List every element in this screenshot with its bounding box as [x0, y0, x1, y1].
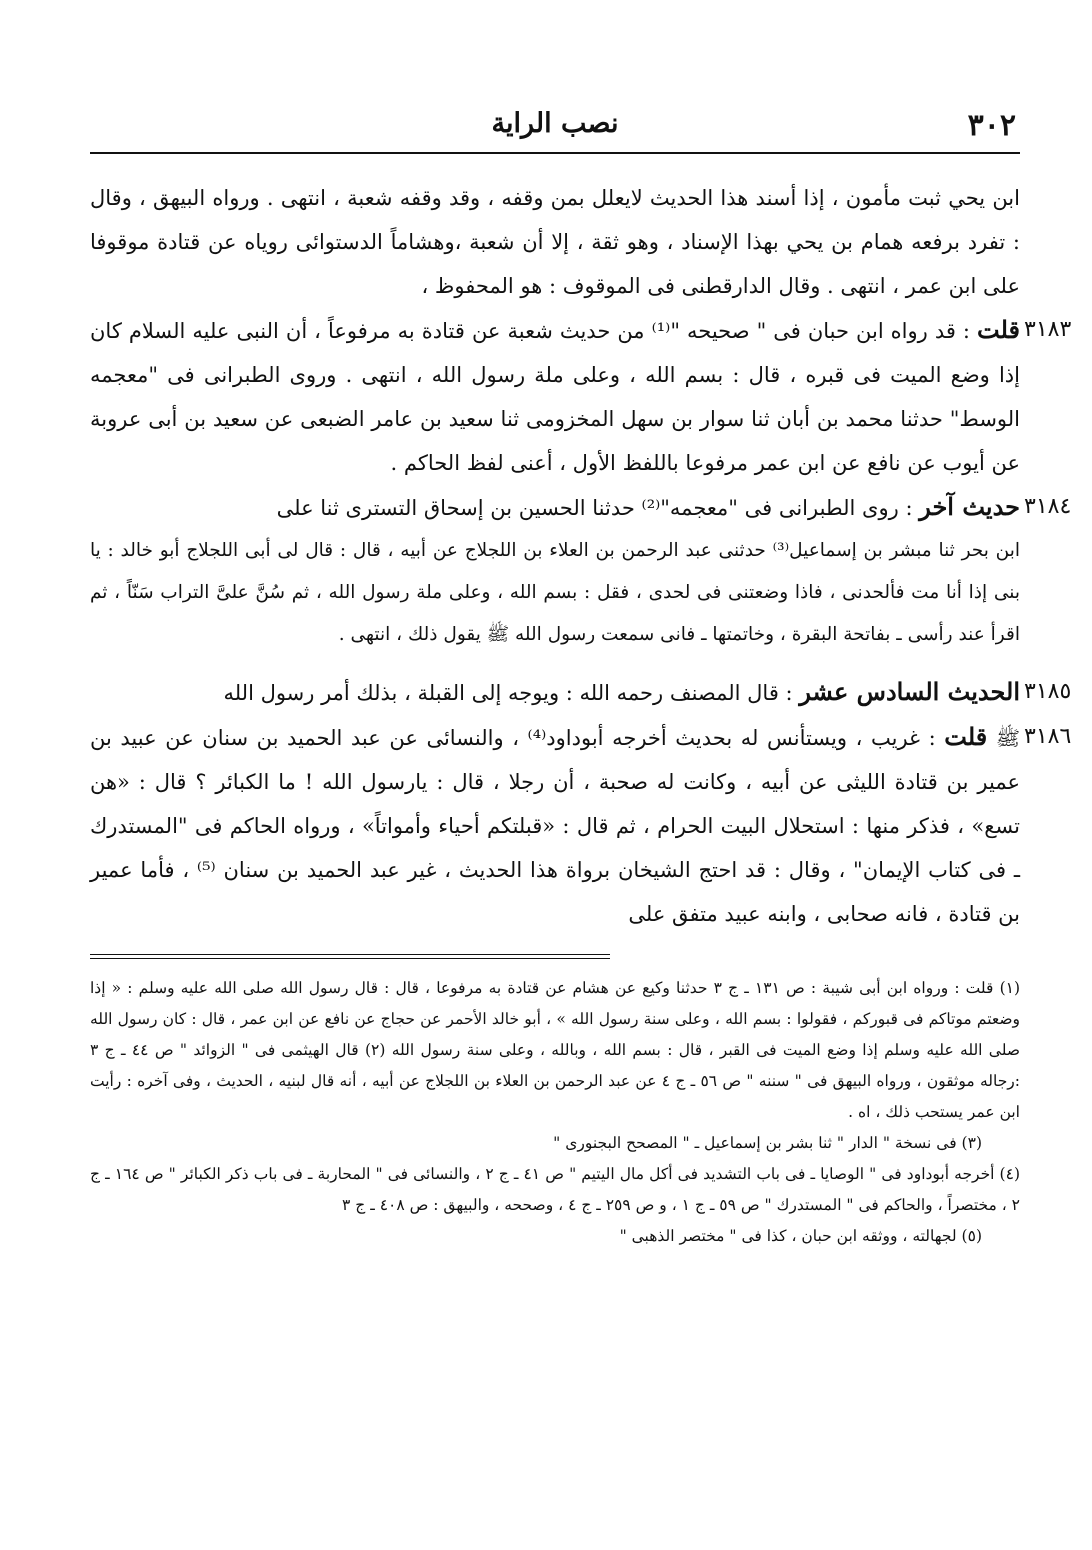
- hadith-text: : قد رواه ابن حبان فى " صحيحه "⁽¹⁾ من حديث شعبة عن قتادة به مرفوعاً ، أن النبى عليه السلام كان إذا وضع الميت فى قبره ، قال : بسم الله ، وعلى ملة رسول الله ، انتهى . وروى الطبرانى فى "معجمه الوسط" حدثنا محمد بن أبان ثنا سوار بن سهل المخزومى ثنا سعيد بن عامر الضبعى عن سعيد بن أبى عروبة عن أيوب عن نافع عن ابن عمر مرفوعا باللفظ الأول ، أعنى لفظ الحاكم .: [90, 319, 1020, 475]
- salawat-icon: ﷺ: [995, 726, 1020, 750]
- hadith-text: : قال المصنف رحمه الله : ويوجه إلى القبلة ، بذلك أمر رسول الله: [223, 681, 793, 705]
- main-text: [90, 176, 1072, 936]
- qultu-lead: قلت: [977, 315, 1020, 344]
- qultu-lead: قلت: [944, 722, 988, 751]
- hadith-3186: [90, 715, 1072, 936]
- hadith-number: ٣١٨٦: [1024, 724, 1072, 749]
- paragraph-continuation: ابن يحي ثبت مأمون ، إذا أسند هذا الحديث لايعلل بمن وقفه ، وقد وقفه شعبة ، انتهى . ورواه البيهق ، وقال : تفرد برفعه همام بن يحي بهذا الإسناد ، وهو ثقة ، إلا أن شعبة ،وهشاماً الدستوائى روياه عن قتادة موقوفا على ابن عمر ، انتهى . وقال الدارقطنى فى الموقوف : هو المحفوظ ،: [90, 186, 1020, 298]
- hadith-3184-continuation: ابن بحر ثنا مبشر بن إسماعيل⁽³⁾ حدثنى عبد الرحمن بن العلاء بن اللجلاج عن أبيه ، قال : قال لى أبى اللجلاج أبو خالد : يا بنى إذا أنا مت فألحدنى ، فاذا وضعتنى فى لحدى ، فقل : بسم الله ، وعلى ملة رسول الله ، ثم سُنَّ علىَّ التراب سَنّاً ، ثم اقرأ عند رأسى ـ بفاتحة البقرة ، وخاتمتها ـ فانى سمعت رسول الله ﷺ يقول ذلك ، انتهى .: [90, 540, 1021, 645]
- page-number: ٣٠٢: [967, 108, 1016, 143]
- hadith-number: ٣١٨٥: [1024, 679, 1072, 704]
- footnote-4: (٤) أخرجه أبوداود فى " الوصايا ـ فى باب التشديد فى أكل مال اليتيم " ص ٤١ ـ ج ٢ ، والنسائى فى " المحاربة ـ فى باب ذكر الكبائر " ص ١٦٤ ـ ج ٢ ، مختصراً ، والحاكم فى " المستدرك " ص ٥٩ ـ ج ١ ، و ص ٢٥٩ ـ ج ٤ ، وصححه ، والبيهق : ص ٤٠٨ ـ ج ٣: [90, 1165, 1020, 1214]
- page-header: [90, 100, 1020, 154]
- footnote-divider: [90, 954, 610, 959]
- hadith-text: : روى الطبرانى فى "معجمه"⁽²⁾ حدثنا الحسين بن إسحاق التسترى ثنا على: [276, 496, 913, 520]
- footnote-3: (٣) فى نسخة " الدار " ثنا بشر بن إسماعيل ـ " المصحح البجنورى ": [553, 1134, 982, 1152]
- spacer: [90, 656, 1020, 670]
- hadith-text: : غريب ، ويستأنس له بحديث أخرجه أبوداود⁽⁴⁾ ، والنسائى عن عبد الحميد بن سنان عن عبيد بن عمير بن قتادة الليثى عن أبيه ، وكانت له صحبة ، أن رجلا ، قال : يارسول الله ! ما الكبائر ؟ قال : «هن تسع» ، فذكر منها : استحلال البيت الحرام ، ثم قال : «قبلتكم أحياء وأمواتاً» ، ورواه الحاكم فى "المستدرك ـ فى كتاب الإيمان" ، وقال : قد احتج الشيخان برواة هذا الحديث ، غير عبد الحميد بن سنان ⁽⁵⁾ ، فأما عمير بن قتادة ، فانه صحابى ، وابنه عبيد متفق على: [90, 726, 1020, 926]
- footnote-5: (٥) لجهالته ، ووثقه ابن حبان ، كذا فى " مختصر الذهبى ": [619, 1227, 982, 1245]
- running-title: نصب الراية: [491, 108, 619, 139]
- book-page: [90, 100, 1072, 1520]
- hadith-3183: [90, 308, 1072, 485]
- section-heading: الحديث السادس عشر: [799, 677, 1020, 706]
- hadith-number: ٣١٨٤: [1024, 494, 1072, 519]
- hadith-3184: [90, 485, 1072, 530]
- hadith-number: ٣١٨٣: [1024, 317, 1072, 342]
- footnote-1-2: (١) قلت : ورواه ابن أبى شيبة : ص ١٣١ ـ ج ٣ حدثنا وكيع عن هشام عن قتادة به مرفوعا ، قال : قال رسول الله صلى الله عليه وسلم : « إذا وضعتم موتاكم فى قبوركم ، فقولوا : بسم الله ، وعلى سنة رسول الله » ، أبو خالد الأحمر عن حجاج عن نافع عن ابن عمر ، قال : كان رسول الله صلى الله عليه وسلم إذا وضع الميت فى القبر ، قال : بسم الله ، وبالله ، وعلى سنة رسول الله (٢) قال الهيثمى فى " الزوائد " ص ٤٤ ـ ج ٣ :رجاله موثقون ، ورواه البيهق فى " سننه " ص ٥٦ ـ ج ٤ عن عبد الرحمن بن العلاء بن اللجلاج عن أبيه ، أنه قال لبنيه ، الحديث ، وفى آخره : رأيت ابن عمر يستحب ذلك ، اه .: [90, 979, 1021, 1121]
- footnotes: [90, 973, 1020, 1252]
- hadith-akhar-lead: حديث آخر: [919, 492, 1020, 521]
- hadith-3185: [90, 670, 1072, 715]
